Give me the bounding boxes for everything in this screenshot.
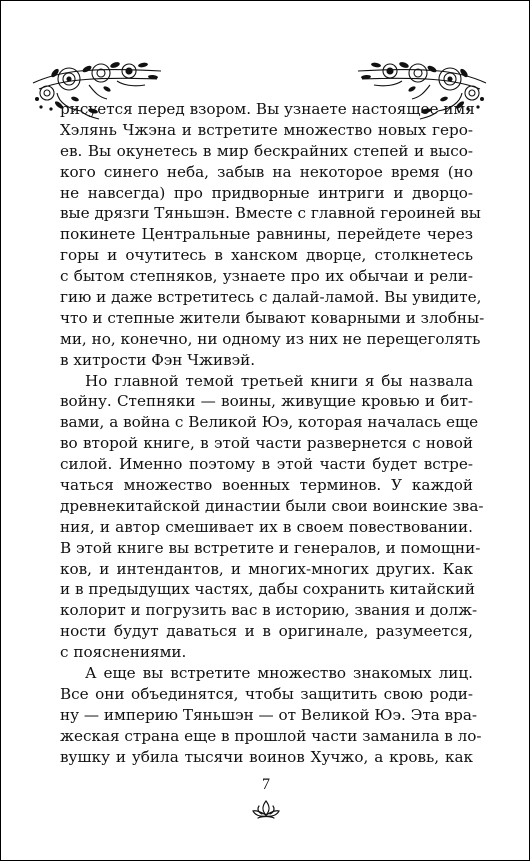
text-line: во второй книге, в этой части развернется с новой [60,434,473,453]
text-line: ев. Вы окунетесь в мир бескрайних степей и высо- [60,141,473,160]
text-line: гию и даже встретитесь с далай-ламой. Вы увидите, [60,288,482,307]
page-number: 7 [262,776,270,793]
text-line: ми, но, конечно, ни одному из них не перещеголять [60,329,481,348]
text-line: древнекитайской династии были свои воинские зва- [60,496,484,515]
paragraph [60,663,482,767]
text-line: жеская страна еще в прошлой части заманила в ло- [60,726,482,745]
text-line: вые дрязги Тяньшэн. Вместе с главной героиней вы [60,204,481,223]
text-line: А еще вы встретите множество знакомых лиц. [85,664,473,683]
text-line: вами, а война с Великой Юэ, которая началась еще [60,413,479,432]
text-line: Все они объединятся, чтобы защитить свою роди- [60,684,473,703]
paragraph [60,371,484,663]
text-line: чаться множество военных терминов. У каждой [60,476,473,495]
text-line: колорит и погрузить вас в историю, звания и долж- [60,601,478,620]
paragraph [60,99,485,371]
text-line: вушку и убила тысячи воинов Хучжо, а кровь, как [60,747,473,766]
text-line: с бытом степняков, узнаете про их обычаи и рели- [60,267,473,286]
text-line: покинете Центральные равнины, перейдете через [60,225,473,244]
text-line: не навсегда) про придворные интриги и дворцо- [60,183,473,202]
text-line: что и степные жители бывают коварными и злобны- [60,308,485,327]
text-line: ности будут даваться и в оригинале, разумеется, [60,622,473,641]
body-text [60,99,485,768]
text-line: ну — империю Тяньшэн — от Великой Юэ. Эта вра- [60,705,478,724]
text-line: рисуется перед взором. Вы узнаете настоящее имя [60,100,475,118]
text-line: силой. Именно поэтому в этой части будет встре- [60,455,473,474]
lotus-ornament-icon [250,798,282,820]
text-line: горы и очутитесь в ханском дворце, столкнетесь [60,246,473,265]
text-line: и в предыдущих частях, дабы сохранить китайский [60,580,475,599]
text-line: Хэлянь Чжэна и встретите множество новых геро- [60,120,473,139]
text-line: Но главной темой третьей книги я бы назвала [85,371,473,390]
text-line: в хитрости Фэн Чживэй. [60,350,256,369]
text-line: кого синего неба, забыв на некоторое время (но [60,162,473,181]
text-line: ния, и автор смешивает их в своем повествовании. [60,517,473,536]
text-line: войну. Степняки — воины, живущие кровью и бит- [60,392,473,411]
text-line: В этой книге вы встретите и генералов, и помощни- [60,538,481,557]
text-line: ков, и интендантов, и многих-многих других. Как [60,559,473,578]
text-line: с пояснениями. [60,643,187,662]
